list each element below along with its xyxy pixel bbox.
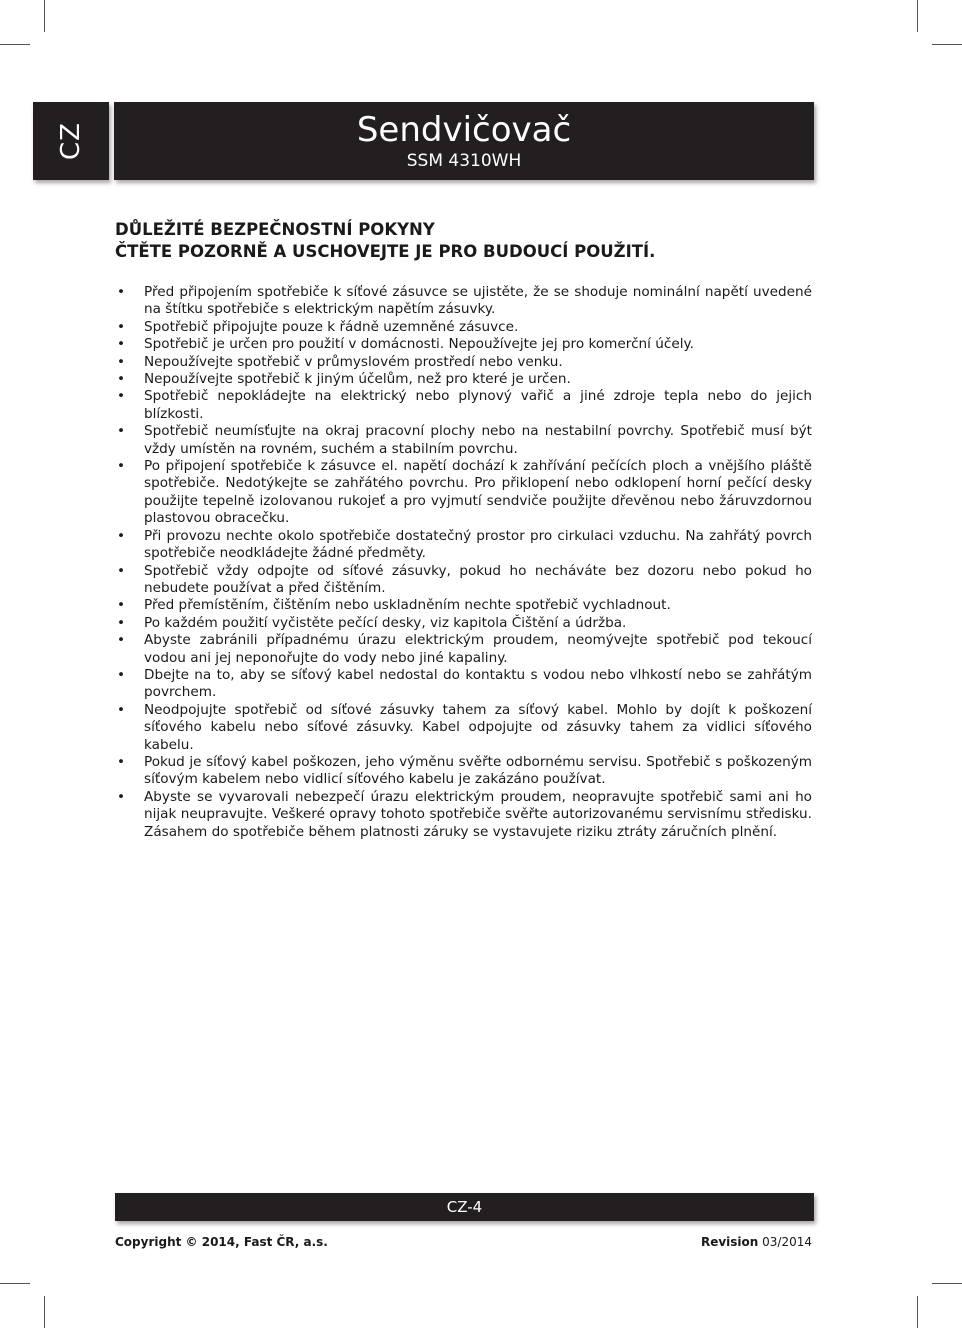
crop-mark — [917, 0, 918, 32]
language-tab — [33, 102, 109, 180]
revision-label: Revision — [700, 1235, 759, 1249]
revision-info — [701, 1235, 812, 1249]
heading-line-1: DŮLEŽITÉ BEZPEČNOSTNÍ POKYNY — [115, 220, 435, 239]
list-item: • Spotřebič připojujte pouze k řádně uzemněné zásuvce. — [115, 319, 812, 336]
list-item: • Dbejte na to, aby se síťový kabel nedostal do kontaktu s vodou nebo vlhkostí nebo se zahřátým povrchem. — [115, 667, 812, 702]
page-number-bar — [115, 1193, 814, 1221]
crop-mark — [44, 1296, 45, 1328]
list-item: • Před přemístěním, čištěním nebo uskladněním nechte spotřebič vychladnout. — [115, 597, 812, 614]
crop-mark — [932, 44, 962, 45]
crop-mark — [932, 1283, 962, 1284]
list-item: • Při provozu nechte okolo spotřebiče dostatečný prostor pro cirkulaci vzduchu. Na zahřátý povrch spotřebiče neodkládejte žádné předměty. — [115, 528, 812, 563]
safety-instructions-list — [115, 284, 812, 841]
list-item: • Nepoužívejte spotřebič v průmyslovém prostředí nebo venku. — [115, 354, 812, 371]
revision-value: 03/2014 — [762, 1235, 812, 1249]
product-model: SSM 4310WH — [406, 151, 522, 171]
list-item: • Po připojení spotřebiče k zásuvce el. napětí dochází k zahřívání pečících ploch a vnějšího pláště spotřebiče. Nedotýkejte se zahřátého povrchu. Pro přiklopení nebo odklopení horní pečící desky použijte tepelně izolovanou rukojeť a pro vyjmutí sendviče použijte dřevěnou nebo žáruvzdornou plastovou obracečku. — [115, 458, 812, 528]
crop-mark — [0, 1283, 30, 1284]
list-item: • Před připojením spotřebiče k síťové zásuvce se ujistěte, že se shoduje nominální napětí uvedené na štítku spotřebiče s elektrickým napětím zásuvky. — [115, 284, 812, 319]
crop-mark — [0, 44, 30, 45]
language-code: CZ — [56, 122, 86, 160]
list-item: • Spotřebič neumísťujte na okraj pracovní plochy nebo na nestabilní povrchy. Spotřebič musí být vždy umístěn na rovném, suchém a stabilním povrchu. — [115, 423, 812, 458]
list-item: • Nepoužívejte spotřebič k jiným účelům, než pro které je určen. — [115, 371, 812, 388]
list-item: • Pokud je síťový kabel poškozen, jeho výměnu svěřte odbornému servisu. Spotřebič s poškozeným síťovým kabelem nebo vidlicí síťového kabelu je zakázáno používat. — [115, 754, 812, 789]
heading-line-2: ČTĚTE POZORNĚ A USCHOVEJTE JE PRO BUDOUCÍ POUŽITÍ. — [115, 242, 656, 261]
list-item: • Spotřebič vždy odpojte od síťové zásuvky, pokud ho necháváte bez dozoru nebo pokud ho nebudete používat a před čištěním. — [115, 563, 812, 598]
list-item: • Abyste se vyvarovali nebezpečí úrazu elektrickým proudem, neopravujte spotřebič sami ani ho nijak neupravujte. Veškeré opravy tohoto spotřebiče svěřte autorizovanému servisnímu středisku. Zásahem do spotřebiče během platnosti záruky se vystavujete riziku ztráty záručních plnění. — [115, 789, 812, 841]
crop-mark — [44, 0, 45, 32]
safety-heading — [115, 219, 815, 263]
list-item: • Abyste zabránili případnému úrazu elektrickým proudem, neomývejte spotřebič pod tekoucí vodou ani jej neponořujte do vody nebo jiné kapaliny. — [115, 632, 812, 667]
copyright-notice: Copyright © 2014, Fast ČR, a.s. — [115, 1235, 328, 1249]
page-number: CZ-4 — [446, 1198, 483, 1216]
crop-mark — [917, 1296, 918, 1328]
product-title: Sendvičovač — [356, 110, 572, 150]
list-item: • Neodpojujte spotřebič od síťové zásuvky tahem za síťový kabel. Mohlo by dojít k poškození síťového kabelu nebo síťové zásuvky. Kabel odpojujte od zásuvky tahem za vidlici síťového kabelu. — [115, 702, 812, 754]
list-item: • Spotřebič je určen pro použití v domácnosti. Nepoužívejte jej pro komerční účely. — [115, 336, 812, 353]
title-banner — [114, 102, 814, 180]
list-item: • Spotřebič nepokládejte na elektrický nebo plynový vařič a jiné zdroje tepla nebo do jejich blízkosti. — [115, 388, 812, 423]
list-item: • Po každém použití vyčistěte pečící desky, viz kapitola Čištění a údržba. — [115, 615, 812, 632]
